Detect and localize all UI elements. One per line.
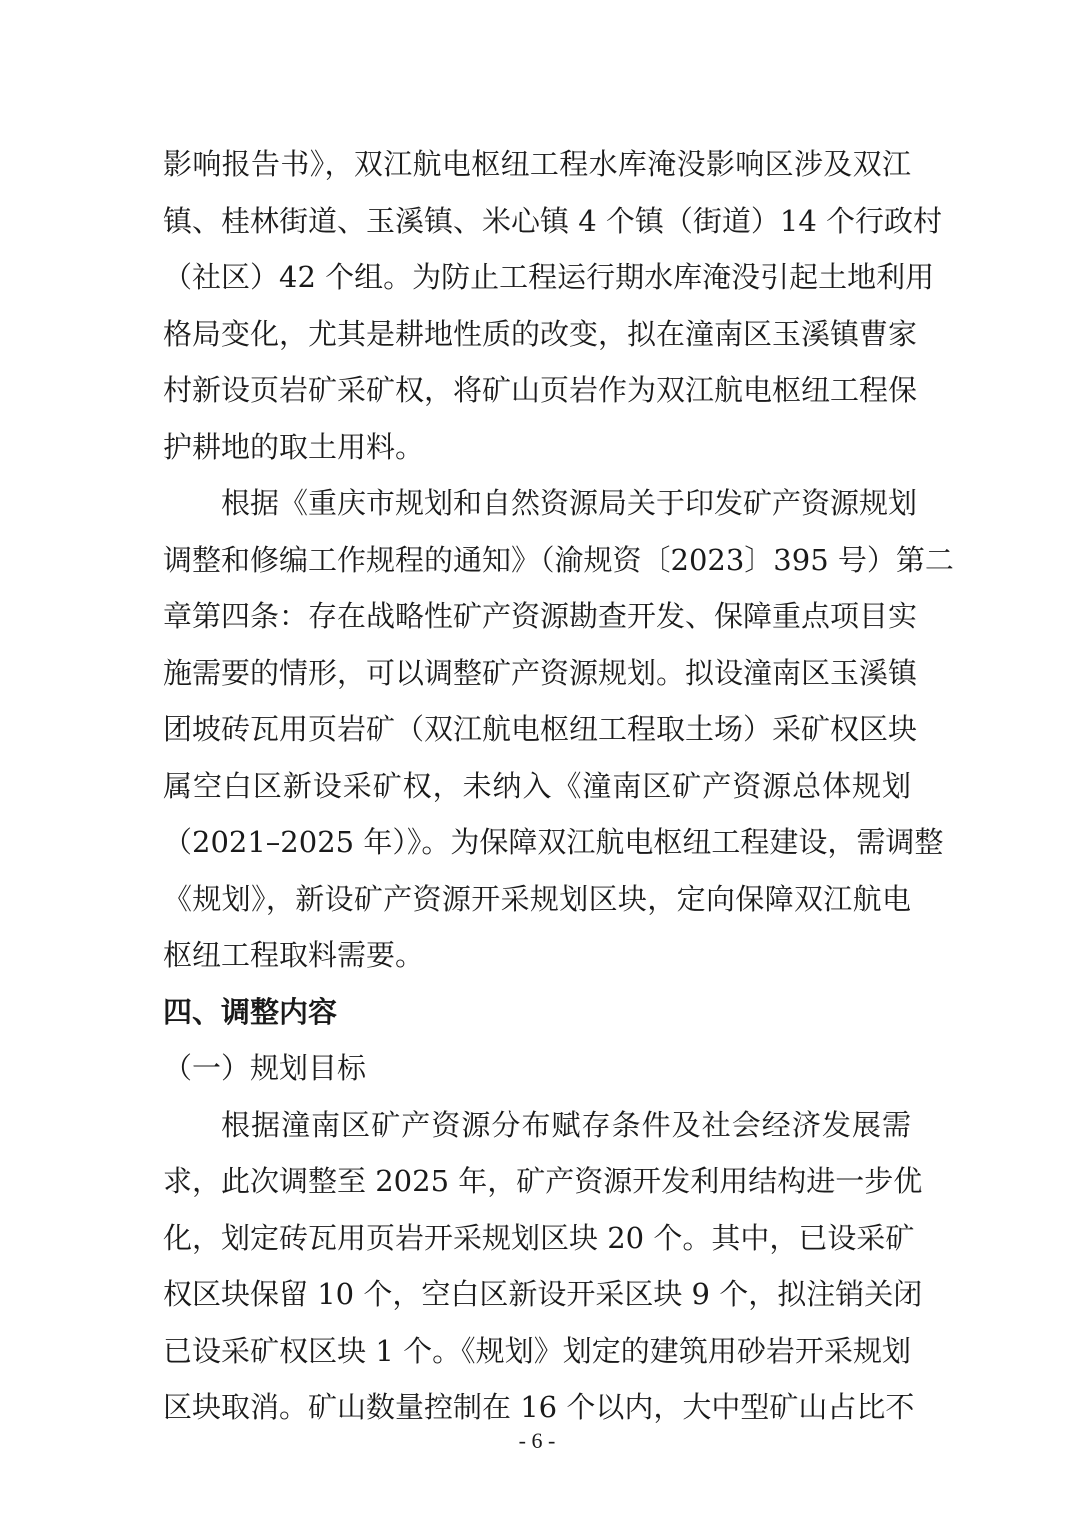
text-line: 团坡砖瓦用页岩矿（双江航电枢纽工程取土场）采矿权区块 xyxy=(163,712,918,746)
text-line: （2021–2025 年）》。为保障双江航电枢纽工程建设，需调整 xyxy=(163,825,944,859)
text-line: 属空白区新设采矿权，未纳入《潼南区矿产资源总体规划 xyxy=(163,768,911,803)
text-line: 调整和修编工作规程的通知》（渝规资〔2023〕395 号）第二 xyxy=(163,542,954,577)
text-line: 影响报告书》，双江航电枢纽工程水库淹没影响区涉及双江 xyxy=(163,147,911,181)
section-heading: 四、调整内容 xyxy=(163,994,338,1029)
paragraph xyxy=(163,136,943,475)
text-line: 根据潼南区矿产资源分布赋存条件及社会经济发展需 xyxy=(221,1107,911,1142)
text-line: 村新设页岩矿采矿权，将矿山页岩作为双江航电枢纽工程保 xyxy=(163,373,918,407)
text-line: 护耕地的取土用料。 xyxy=(163,429,425,464)
text-line: 已设采矿权区块 1 个。《规划》划定的建筑用砂岩开采规划 xyxy=(163,1333,911,1368)
text-line: 枢纽工程取料需要。 xyxy=(163,938,425,972)
text-line: 施需要的情形，可以调整矿产资源规划。拟设潼南区玉溪镇 xyxy=(163,655,918,690)
text-line: 《规划》，新设矿产资源开采规划区块，定向保障双江航电 xyxy=(163,881,911,916)
subsection-heading: （一）规划目标 xyxy=(163,1051,367,1085)
text-line: 求，此次调整至 2025 年，矿产资源开发利用结构进一步优 xyxy=(163,1164,923,1198)
text-line: （社区）42 个组。为防止工程运行期水库淹没引起土地利用 xyxy=(163,260,935,294)
text-line: 权区块保留 10 个，空白区新设开采区块 9 个，拟注销关闭 xyxy=(163,1277,923,1311)
text-line: 区块取消。矿山数量控制在 16 个以内，大中型矿山占比不 xyxy=(163,1390,915,1424)
text-line: 格局变化，尤其是耕地性质的改变，拟在潼南区玉溪镇曹家 xyxy=(163,316,918,351)
text-line: 章第四条：存在战略性矿产资源勘查开发、保障重点项目实 xyxy=(163,599,918,633)
text-line: 镇、桂林街道、玉溪镇、米心镇 4 个镇（街道）14 个行政村 xyxy=(163,203,943,238)
page-body xyxy=(163,136,954,1436)
text-line: 根据《重庆市规划和自然资源局关于印发矿产资源规划 xyxy=(221,486,918,520)
page-number: - 6 - xyxy=(518,1428,556,1453)
text-line: 化，划定砖瓦用页岩开采规划区块 20 个。其中，已设采矿 xyxy=(163,1220,915,1255)
paragraph xyxy=(163,1097,923,1436)
paragraph xyxy=(163,475,954,984)
